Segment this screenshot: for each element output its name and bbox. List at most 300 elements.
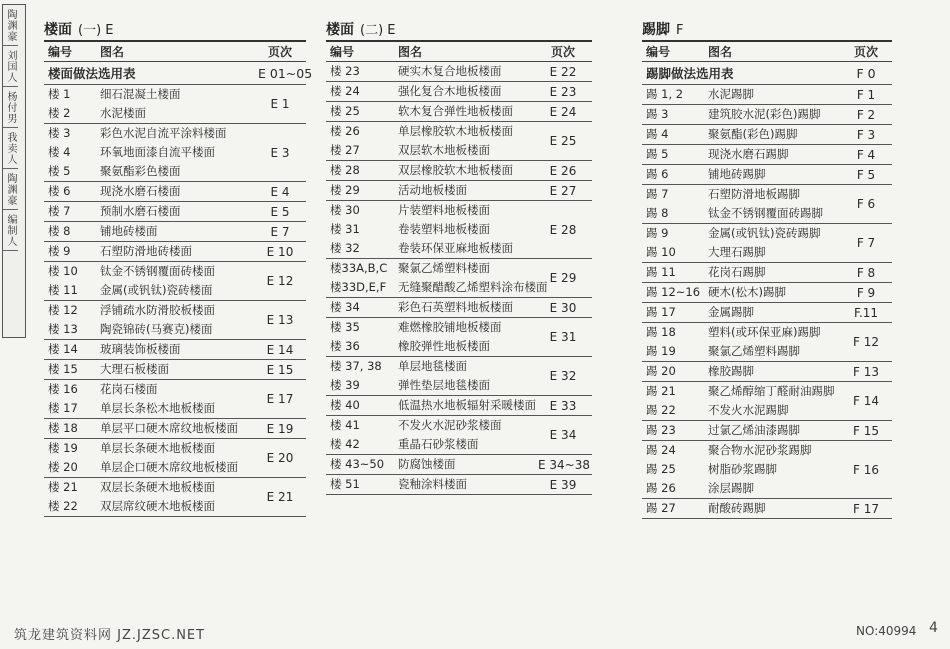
item-code-cell (642, 323, 704, 362)
item-page: E 1 (270, 97, 290, 111)
section-title (642, 20, 892, 40)
item-page: E 31 (549, 330, 577, 344)
item-page: E 32 (549, 369, 577, 383)
item-name-cell (704, 85, 840, 105)
item-name: 低温热水地板辐射采暖楼面 (398, 398, 536, 412)
item-code: 楼 1 (48, 87, 71, 101)
item-name-cell (394, 122, 534, 161)
table-row (642, 85, 892, 105)
item-name-cell (96, 222, 254, 242)
item-name: 无缝聚醋酸乙烯塑料涂布楼面 (398, 280, 548, 294)
item-code-cell (44, 202, 96, 222)
item-code-cell (642, 421, 704, 441)
item-code: 楼 40 (330, 398, 360, 412)
item-name-cell (394, 396, 534, 416)
item-page: E 30 (549, 300, 577, 315)
item-page: F 15 (853, 423, 879, 438)
item-name-cell (96, 262, 254, 301)
table-row-summary (642, 62, 892, 85)
item-name: 铺地砖踢脚 (708, 167, 766, 181)
table-row (326, 357, 592, 396)
table-row (326, 102, 592, 122)
item-page: F 7 (856, 236, 876, 250)
table-row (642, 323, 892, 362)
item-name: 双层橡胶软木地板楼面 (398, 163, 513, 177)
table-row (44, 262, 306, 301)
item-code: 楼 25 (330, 104, 360, 118)
table-row (642, 125, 892, 145)
item-code-cell (326, 201, 394, 259)
item-code-cell (642, 165, 704, 185)
item-name-cell (704, 441, 840, 499)
item-code: 踢 9 (646, 226, 669, 240)
item-code: 踢 17 (646, 305, 676, 319)
item-name: 单层长条硬木地板楼面 (100, 441, 215, 455)
header-name: 图名 (708, 45, 733, 59)
header-code: 编号 (48, 45, 73, 59)
side-cell: 我卖人 (3, 128, 18, 169)
item-code-cell (44, 439, 96, 478)
item-page: E 34 (549, 428, 577, 442)
item-code: 楼 7 (48, 204, 71, 218)
item-name-cell (704, 185, 840, 224)
item-name: 卷装环保亚麻地板楼面 (398, 241, 513, 255)
item-name-cell (394, 62, 534, 82)
table-row (642, 105, 892, 125)
item-name: 现浇水磨石楼面 (100, 184, 181, 198)
section-title-main: 楼面 (326, 22, 354, 38)
item-name: 玻璃装饰板楼面 (100, 342, 181, 356)
item-code: 踢 7 (646, 187, 669, 201)
item-name: 钛金不锈钢覆面砖踢脚 (708, 206, 823, 220)
side-cell: 陶渊豪 (3, 169, 18, 210)
item-code: 踢 25 (646, 462, 676, 476)
item-code: 楼 18 (48, 421, 78, 435)
side-cell: 刘国人 (3, 46, 18, 87)
item-name: 大理石板楼面 (100, 362, 169, 376)
item-name-cell (394, 161, 534, 181)
item-name-cell (704, 105, 840, 125)
item-name: 单层长条松木地板楼面 (100, 401, 215, 415)
item-name-cell (704, 224, 840, 263)
table-body (44, 62, 313, 517)
table-row (326, 416, 592, 455)
item-code-cell (642, 125, 704, 145)
item-code: 踢 21 (646, 384, 676, 398)
item-name: 环氧地面漆自流平楼面 (100, 145, 215, 159)
item-page: E 15 (266, 362, 294, 377)
item-name-cell (704, 323, 840, 362)
table-row (642, 303, 892, 323)
item-page: E 3 (270, 145, 290, 160)
item-code-cell (642, 303, 704, 323)
item-name-cell (96, 301, 254, 340)
table-row (44, 419, 306, 439)
item-code: 楼 21 (48, 480, 78, 494)
item-name: 石塑防滑地板踢脚 (708, 187, 800, 201)
item-code: 楼 8 (48, 224, 71, 238)
item-page: E 33 (549, 398, 577, 413)
item-code-cell (44, 222, 96, 242)
item-name: 彩色石英塑料地板楼面 (398, 300, 513, 314)
item-page: F 1 (856, 87, 876, 102)
item-code: 楼 15 (48, 362, 78, 376)
item-code: 楼 13 (48, 322, 78, 336)
item-code-cell (326, 416, 394, 455)
item-code: 楼 26 (330, 124, 360, 138)
table-row (642, 145, 892, 165)
item-code: 踢 4 (646, 127, 669, 141)
item-code-cell (642, 105, 704, 125)
item-code: 楼 35 (330, 320, 360, 334)
item-code-cell (44, 380, 96, 419)
item-page: E 28 (549, 222, 577, 237)
item-name-cell (704, 382, 840, 421)
item-name: 片装塑料地板楼面 (398, 203, 490, 217)
item-name: 塑料(或环保亚麻)踢脚 (708, 325, 821, 339)
item-page: E 13 (266, 313, 294, 327)
item-name: 水泥踢脚 (708, 87, 754, 101)
section-floor-2 (326, 20, 592, 495)
item-name-cell (704, 263, 840, 283)
item-name-cell (704, 303, 840, 323)
side-cell: 编制人 (3, 210, 18, 251)
item-code-cell (326, 298, 394, 318)
table-row (642, 441, 892, 499)
item-code: 楼 23 (330, 64, 360, 78)
header-page: 页次 (267, 45, 292, 59)
table-row (326, 396, 592, 416)
item-code-cell (44, 124, 96, 182)
header-name: 图名 (100, 45, 125, 59)
item-page: F 9 (856, 285, 876, 300)
item-name: 不发火水泥踢脚 (708, 403, 789, 417)
item-code-cell (326, 455, 394, 475)
side-cell: 陶渊豪 (3, 5, 18, 46)
item-name-cell (394, 201, 534, 259)
table-row (326, 201, 592, 259)
table-row (326, 475, 592, 495)
item-name: 瓷釉涂料楼面 (398, 477, 467, 491)
item-name: 花岗石楼面 (100, 382, 158, 396)
item-name: 聚氯乙烯塑料踢脚 (708, 344, 800, 358)
item-code-cell (326, 181, 394, 201)
item-name-cell (394, 455, 534, 475)
item-code: 踢 24 (646, 443, 676, 457)
summary-page: E 01~05 (258, 65, 313, 81)
item-name-cell (704, 145, 840, 165)
item-page: E 27 (549, 183, 577, 198)
item-name-cell (704, 283, 840, 303)
item-code-cell (642, 185, 704, 224)
item-name: 双层软木地板楼面 (398, 143, 490, 157)
item-name: 防腐蚀楼面 (398, 457, 456, 471)
section-title-main: 楼面 (44, 22, 72, 38)
table-row (642, 499, 892, 519)
table-row (326, 62, 592, 82)
item-page: F 3 (856, 127, 876, 142)
index-table (44, 40, 313, 517)
item-page: F 14 (853, 394, 879, 408)
index-table (642, 40, 892, 519)
item-name: 浮铺疏水防滑胶板楼面 (100, 303, 215, 317)
item-page: E 4 (270, 184, 290, 199)
table-row (326, 82, 592, 102)
footer-document-number: NO:40994 (856, 624, 917, 638)
table-row (326, 318, 592, 357)
section-title (326, 20, 592, 40)
item-code: 踢 6 (646, 167, 669, 181)
item-name: 聚合物水泥砂浆踢脚 (708, 443, 812, 457)
summary-title: 踢脚做法选用表 (646, 66, 734, 81)
item-page: E 14 (266, 342, 294, 357)
item-code-cell (44, 85, 96, 124)
item-code: 楼 19 (48, 441, 78, 455)
item-code: 踢 8 (646, 206, 669, 220)
item-name-cell (704, 165, 840, 185)
item-name: 弹性垫层地毯楼面 (398, 378, 490, 392)
item-name: 硬实木复合地板楼面 (398, 64, 502, 78)
item-name-cell (394, 416, 534, 455)
item-page: E 10 (266, 244, 294, 259)
item-code: 踢 12~16 (646, 285, 701, 299)
table-row (44, 478, 306, 517)
item-name: 难燃橡胶铺地板楼面 (398, 320, 502, 334)
item-name-cell (394, 102, 534, 122)
item-code-cell (326, 357, 394, 396)
item-code: 楼 16 (48, 382, 78, 396)
item-name-cell (704, 421, 840, 441)
item-code-cell (642, 441, 704, 499)
item-page: E 22 (549, 64, 577, 79)
item-name-cell (394, 475, 534, 495)
item-code-cell (642, 362, 704, 382)
item-name: 石塑防滑地砖楼面 (100, 244, 192, 258)
item-name: 预制水磨石楼面 (100, 204, 181, 218)
item-name-cell (96, 85, 254, 124)
table-row (44, 242, 306, 262)
item-code: 楼 22 (48, 499, 78, 513)
item-code-cell (44, 340, 96, 360)
item-code: 楼 42 (330, 437, 360, 451)
item-name: 过氯乙烯油漆踢脚 (708, 423, 800, 437)
table-row (326, 259, 592, 298)
item-page: E 20 (266, 451, 294, 465)
item-name: 金属踢脚 (708, 305, 754, 319)
item-name: 橡胶弹性地板楼面 (398, 339, 490, 353)
item-page: E 25 (549, 134, 577, 148)
item-name-cell (394, 298, 534, 318)
table-row (44, 380, 306, 419)
page-number: 4 (929, 620, 938, 636)
section-skirting (642, 20, 892, 519)
item-code: 楼 20 (48, 460, 78, 474)
table-row (326, 122, 592, 161)
item-code-cell (44, 182, 96, 202)
item-name-cell (394, 357, 534, 396)
item-code-cell (642, 145, 704, 165)
item-code: 踢 19 (646, 344, 676, 358)
item-code: 楼 34 (330, 300, 360, 314)
item-code: 楼 32 (330, 241, 360, 255)
item-name: 重晶石砂浆楼面 (398, 437, 479, 451)
item-code: 楼 12 (48, 303, 78, 317)
item-code: 踢 18 (646, 325, 676, 339)
item-page: F 5 (856, 167, 876, 182)
item-name: 硬木(松木)踢脚 (708, 285, 786, 299)
item-name-cell (394, 318, 534, 357)
summary-page: F 0 (856, 65, 876, 81)
item-page: E 7 (270, 224, 290, 239)
item-page: E 17 (266, 392, 294, 406)
item-name: 花岗石踢脚 (708, 265, 766, 279)
item-name: 卷装塑料地板楼面 (398, 222, 490, 236)
side-cell: 杨付男 (3, 87, 18, 128)
item-code: 楼 11 (48, 283, 78, 297)
table-row-summary (44, 62, 306, 85)
item-page: F 4 (856, 147, 876, 162)
table-row (642, 421, 892, 441)
item-name-cell (704, 499, 840, 519)
item-code-cell (44, 478, 96, 517)
item-code: 楼 3 (48, 126, 71, 140)
item-page: E 24 (549, 104, 577, 119)
item-name-cell (96, 124, 254, 182)
item-code: 楼 14 (48, 342, 78, 356)
item-page: F 8 (856, 265, 876, 280)
item-code-cell (326, 396, 394, 416)
item-name: 树脂砂浆踢脚 (708, 462, 777, 476)
item-name: 大理石踢脚 (708, 245, 766, 259)
item-code-cell (642, 283, 704, 303)
item-name: 金属(或钒钛)瓷砖踢脚 (708, 226, 821, 240)
item-name: 橡胶踢脚 (708, 364, 754, 378)
item-code: 楼 28 (330, 163, 360, 177)
item-code: 楼 2 (48, 106, 71, 120)
table-row (642, 382, 892, 421)
item-code-cell (326, 475, 394, 495)
table-row (642, 165, 892, 185)
item-code: 踢 20 (646, 364, 676, 378)
item-code: 楼 43~50 (330, 457, 385, 471)
item-name: 陶瓷锦砖(马赛克)楼面 (100, 322, 213, 336)
table-row (44, 222, 306, 242)
item-name-cell (96, 439, 254, 478)
table-row (642, 362, 892, 382)
item-code-cell (326, 161, 394, 181)
table-row (44, 360, 306, 380)
item-code: 踢 27 (646, 501, 676, 515)
item-name-cell (704, 125, 840, 145)
item-name: 单层平口硬木席纹地板楼面 (100, 421, 238, 435)
header-code: 编号 (646, 45, 671, 59)
item-name-cell (96, 242, 254, 262)
item-code: 楼 24 (330, 84, 360, 98)
section-title-sub: F (676, 23, 684, 38)
item-code: 楼33A,B,C (330, 261, 388, 275)
item-code: 踢 1, 2 (646, 87, 684, 101)
item-code-cell (642, 499, 704, 519)
item-code: 楼 36 (330, 339, 360, 353)
item-code: 楼 17 (48, 401, 78, 415)
section-floor-1 (44, 20, 313, 517)
header-page: 页次 (853, 45, 878, 59)
item-code: 踢 10 (646, 245, 676, 259)
item-page: E 34~38 (538, 457, 590, 472)
item-code-cell (326, 318, 394, 357)
item-page: E 21 (266, 490, 294, 504)
item-name-cell (394, 82, 534, 102)
table-row (44, 124, 306, 182)
table-row (326, 298, 592, 318)
item-name: 活动地板楼面 (398, 183, 467, 197)
item-name: 单层企口硬木席纹地板楼面 (100, 460, 238, 474)
item-name-cell (96, 202, 254, 222)
item-code: 楼 30 (330, 203, 360, 217)
item-code: 楼 37, 38 (330, 359, 382, 373)
item-code-cell (326, 82, 394, 102)
side-signature-strip (2, 4, 26, 338)
item-name: 钛金不锈钢覆面砖楼面 (100, 264, 215, 278)
table-row (44, 182, 306, 202)
item-page: F 6 (856, 197, 876, 211)
item-name: 现浇水磨石踢脚 (708, 147, 789, 161)
item-name: 铺地砖楼面 (100, 224, 158, 238)
item-code-cell (642, 85, 704, 105)
item-code: 楼 29 (330, 183, 360, 197)
item-code-cell (44, 419, 96, 439)
item-code: 楼 31 (330, 222, 360, 236)
item-code: 楼 4 (48, 145, 71, 159)
item-code: 楼 41 (330, 418, 360, 432)
item-page: E 12 (266, 274, 294, 288)
item-name: 聚氯乙烯塑料楼面 (398, 261, 490, 275)
item-page: F.11 (853, 305, 879, 320)
item-name: 彩色水泥自流平涂料楼面 (100, 126, 227, 140)
item-page: E 29 (549, 271, 577, 285)
item-name: 单层橡胶软木地板楼面 (398, 124, 513, 138)
table-row (642, 185, 892, 224)
item-name-cell (96, 419, 254, 439)
item-name: 强化复合木地板楼面 (398, 84, 502, 98)
item-page: F 2 (856, 107, 876, 122)
item-name-cell (394, 181, 534, 201)
section-title-main: 踢脚 (642, 22, 670, 38)
item-name: 耐酸砖踢脚 (708, 501, 766, 515)
item-name: 细石混凝土楼面 (100, 87, 181, 101)
table-body (642, 62, 892, 519)
item-code-cell (44, 301, 96, 340)
item-name: 涂层踢脚 (708, 481, 754, 495)
item-page: E 5 (270, 204, 290, 219)
header-name: 图名 (398, 45, 423, 59)
item-code-cell (44, 242, 96, 262)
item-name: 建筑胶水泥(彩色)踢脚 (708, 107, 821, 121)
section-title-sub: (一) E (78, 23, 114, 38)
item-code: 踢 5 (646, 147, 669, 161)
item-code: 踢 26 (646, 481, 676, 495)
table-row (44, 202, 306, 222)
item-name: 不发火水泥砂浆楼面 (398, 418, 502, 432)
item-name: 聚乙烯醇缩丁醛耐油踢脚 (708, 384, 835, 398)
item-code: 踢 3 (646, 107, 669, 121)
item-code-cell (642, 382, 704, 421)
item-code-cell (326, 122, 394, 161)
table-row (642, 263, 892, 283)
table-row (326, 181, 592, 201)
item-page: F 16 (853, 462, 879, 477)
item-name: 水泥楼面 (100, 106, 146, 120)
